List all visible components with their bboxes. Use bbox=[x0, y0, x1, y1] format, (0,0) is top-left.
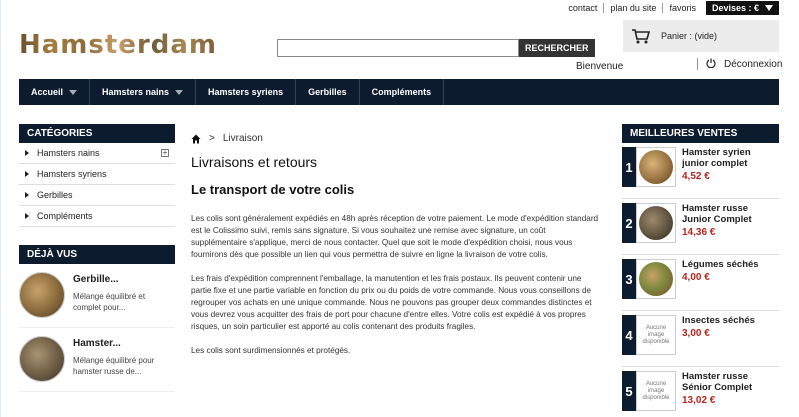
best-sellers-heading: MEILLEURES VENTES bbox=[622, 124, 779, 143]
product-name[interactable]: Légumes séchés bbox=[682, 259, 759, 270]
category-label: Compléments bbox=[37, 211, 93, 221]
product-thumbnail[interactable] bbox=[636, 259, 676, 299]
category-list bbox=[19, 143, 175, 227]
paragraph: Les colis sont surdimensionnés et protégés. bbox=[191, 346, 351, 355]
currency-label: Devises : € bbox=[711, 3, 759, 13]
cart-box[interactable] bbox=[623, 20, 779, 52]
expand-icon[interactable]: + bbox=[162, 148, 168, 157]
caret-down-icon bbox=[765, 5, 773, 11]
chevron-down-icon bbox=[175, 90, 183, 95]
section-title: Le transport de votre colis bbox=[191, 182, 355, 197]
logout-label: Déconnexion bbox=[724, 58, 783, 70]
paragraph: Les frais d'expédition comprennent l'emballage, la manutention et les frais postaux. Ils peuvent contenir une partie fixe et une partie variable en fonction du prix ou du poids de votre commande. Nous vous conseillons de regrouper vos achats en une unique commande. Nous ne pouvons pas grouper deux commandes distinctes et vous devrez vous acquitter des frais de port pour chacune d'entre elles. Votre colis est expédié à vos propres risques, un soin particulier est apporté au colis contenant des produits fragiles. bbox=[191, 274, 592, 331]
home-icon[interactable] bbox=[191, 134, 201, 144]
bullet-icon bbox=[25, 192, 29, 198]
top-links bbox=[562, 0, 779, 16]
bullet-icon bbox=[25, 213, 29, 219]
nav-label: Compléments bbox=[371, 87, 432, 97]
product-description: Mélange équilibré pour hamster russe de... bbox=[73, 356, 155, 376]
product-price: 3,00 € bbox=[682, 328, 710, 339]
search-input[interactable] bbox=[277, 39, 519, 57]
nav-label: Gerbilles bbox=[308, 87, 347, 97]
nav-item-complements[interactable] bbox=[360, 79, 445, 105]
favorites-link[interactable]: favoris bbox=[669, 3, 696, 13]
product-title[interactable]: Gerbille... bbox=[73, 274, 119, 285]
main-content bbox=[191, 133, 601, 357]
product-name[interactable]: Hamster russe Junior Complet bbox=[682, 203, 752, 225]
nav-item-hamsters-syriens[interactable] bbox=[196, 79, 296, 105]
no-image-label: Aucune image disponible bbox=[642, 380, 670, 401]
product-description: Mélange équilibré et complet pour... bbox=[73, 292, 146, 312]
category-label: Hamsters nains bbox=[37, 148, 100, 158]
product-thumbnail[interactable] bbox=[636, 371, 676, 411]
list-item[interactable] bbox=[622, 367, 779, 417]
list-item[interactable] bbox=[19, 328, 175, 392]
category-hamsters-nains[interactable] bbox=[19, 143, 175, 164]
nav-item-hamsters-nains[interactable] bbox=[90, 79, 196, 105]
contact-link[interactable]: contact bbox=[562, 3, 604, 13]
category-hamsters-syriens[interactable] bbox=[19, 164, 175, 185]
right-sidebar bbox=[622, 124, 779, 417]
main-nav bbox=[19, 79, 779, 105]
category-label: Hamsters syriens bbox=[37, 169, 107, 179]
list-item[interactable] bbox=[622, 143, 779, 199]
product-thumbnail[interactable] bbox=[636, 315, 676, 355]
bullet-icon bbox=[25, 171, 29, 177]
product-thumbnail[interactable] bbox=[636, 203, 676, 243]
chevron-down-icon bbox=[69, 90, 77, 95]
cart-label: Panier : (vide) bbox=[661, 31, 718, 41]
nav-item-gerbilles[interactable] bbox=[296, 79, 360, 105]
search-bar bbox=[277, 39, 595, 57]
recently-viewed-heading: DÉJÀ VUS bbox=[19, 245, 175, 264]
paragraph: Les colis sont généralement expédiés en 48h après réception de votre paiement. Le mode d'expédition standard est le Colissimo suivi, remis sans signature. Si vous souhaitez une remise avec signature, un coût supplémentaire s'applique, merci de nous contacter. Quel que soit le mode d'expédition choisi, nous vous fournirons dès que possible un lien qui vous permettra de suivre en ligne la livraison de votre colis. bbox=[191, 214, 599, 259]
currency-selector[interactable] bbox=[706, 1, 779, 15]
search-button[interactable]: RECHERCHER bbox=[519, 39, 595, 57]
category-complements[interactable] bbox=[19, 206, 175, 227]
power-icon bbox=[706, 58, 716, 71]
product-name[interactable]: Insectes séchés bbox=[682, 315, 755, 326]
rank-badge: 3 bbox=[622, 259, 636, 299]
recently-viewed bbox=[19, 245, 175, 392]
list-item[interactable] bbox=[622, 199, 779, 255]
product-price: 4,00 € bbox=[682, 272, 710, 283]
product-price: 14,36 € bbox=[682, 227, 716, 238]
breadcrumb bbox=[191, 133, 601, 144]
product-price: 13,02 € bbox=[682, 395, 716, 406]
product-title[interactable]: Hamster... bbox=[73, 338, 121, 349]
category-label: Gerbilles bbox=[37, 190, 73, 200]
list-item[interactable] bbox=[19, 264, 175, 328]
product-thumbnail[interactable] bbox=[636, 147, 676, 187]
list-item[interactable] bbox=[622, 255, 779, 311]
rank-badge: 4 bbox=[622, 315, 636, 355]
list-item[interactable] bbox=[622, 311, 779, 367]
nav-label: Accueil bbox=[31, 87, 64, 97]
cart-icon bbox=[631, 28, 651, 44]
logout-link[interactable] bbox=[697, 58, 782, 70]
page-title: Livraisons et retours bbox=[191, 154, 318, 170]
bullet-icon bbox=[25, 150, 29, 156]
nav-label: Hamsters syriens bbox=[208, 87, 284, 97]
product-thumbnail[interactable] bbox=[19, 272, 65, 318]
left-sidebar bbox=[19, 124, 175, 392]
welcome-text: Bienvenue bbox=[576, 61, 624, 72]
breadcrumb-separator: > bbox=[209, 133, 215, 144]
category-gerbilles[interactable] bbox=[19, 185, 175, 206]
categories-heading: CATÉGORIES bbox=[19, 124, 175, 143]
product-name[interactable]: Hamster russe Sénior Complet bbox=[682, 371, 753, 393]
rank-badge: 2 bbox=[622, 203, 636, 243]
rank-badge: 1 bbox=[622, 147, 636, 187]
rank-badge: 5 bbox=[622, 371, 636, 411]
nav-label: Hamsters nains bbox=[102, 87, 170, 97]
no-image-label: Aucune image disponible bbox=[642, 324, 670, 345]
nav-item-accueil[interactable] bbox=[19, 79, 90, 105]
product-thumbnail[interactable] bbox=[19, 336, 65, 382]
product-price: 4,52 € bbox=[682, 171, 710, 182]
site-logo[interactable]: Hamsterdam bbox=[19, 30, 218, 60]
product-name[interactable]: Hamster syrien junior complet bbox=[682, 147, 751, 169]
sitemap-link[interactable]: plan du site bbox=[604, 3, 663, 13]
breadcrumb-current: Livraison bbox=[222, 133, 263, 144]
